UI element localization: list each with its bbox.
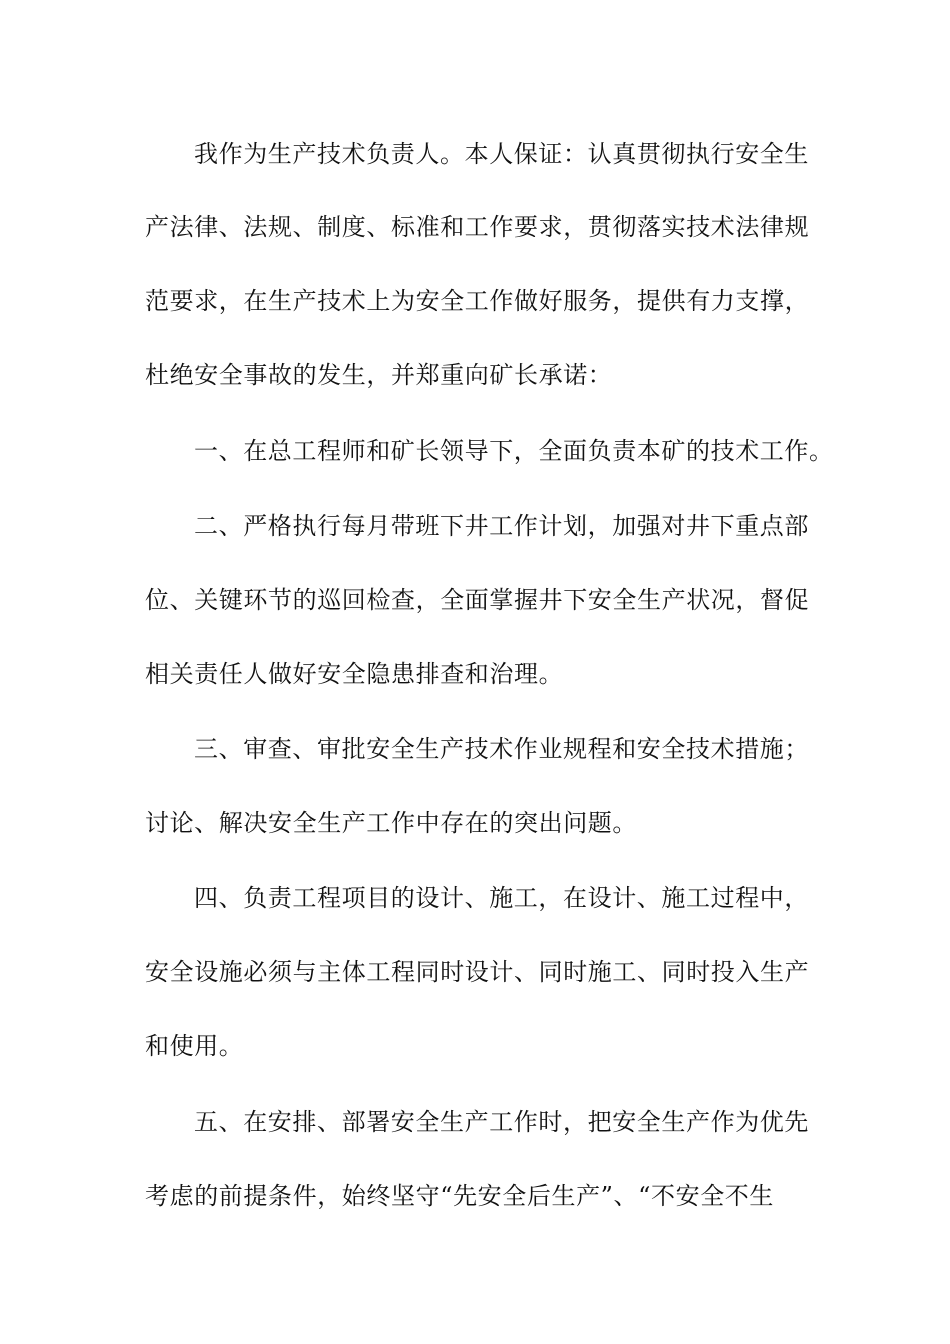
paragraph-1-line-4: 杜绝安全事故的发生，并郑重向矿长承诺： xyxy=(145,361,613,389)
item-5-line-2: 考虑的前提条件，始终坚守“先安全后生产”、“不安全不生 xyxy=(145,1182,775,1210)
paragraph-1-line-2: 产法律、法规、制度、标准和工作要求，贯彻落实技术法律规 xyxy=(145,213,810,241)
paragraph-1-line-3: 范要求，在生产技术上为安全工作做好服务，提供有力支撑， xyxy=(145,287,810,315)
paragraph-1-line-1: 我作为生产技术负责人。本人保证：认真贯彻执行安全生 xyxy=(194,140,809,168)
item-3-line-2: 讨论、解决安全生产工作中存在的突出问题。 xyxy=(145,809,637,837)
item-2-line-2: 位、关键环节的巡回检查，全面掌握井下安全生产状况，督促 xyxy=(145,586,810,614)
item-2-line-1: 二、严格执行每月带班下井工作计划，加强对井下重点部 xyxy=(194,512,809,540)
item-5-line-1: 五、在安排、部署安全生产工作时，把安全生产作为优先 xyxy=(194,1108,809,1136)
item-1-line-1: 一、在总工程师和矿长领导下，全面负责本矿的技术工作。 xyxy=(194,437,834,465)
item-2-line-3: 相关责任人做好安全隐患排查和治理。 xyxy=(145,660,564,688)
item-4-line-3: 和使用。 xyxy=(145,1032,244,1060)
item-4-line-1: 四、负责工程项目的设计、施工，在设计、施工过程中， xyxy=(194,884,809,912)
item-4-line-2: 安全设施必须与主体工程同时设计、同时施工、同时投入生产 xyxy=(145,958,810,986)
item-3-line-1: 三、审查、审批安全生产技术作业规程和安全技术措施； xyxy=(194,735,809,763)
